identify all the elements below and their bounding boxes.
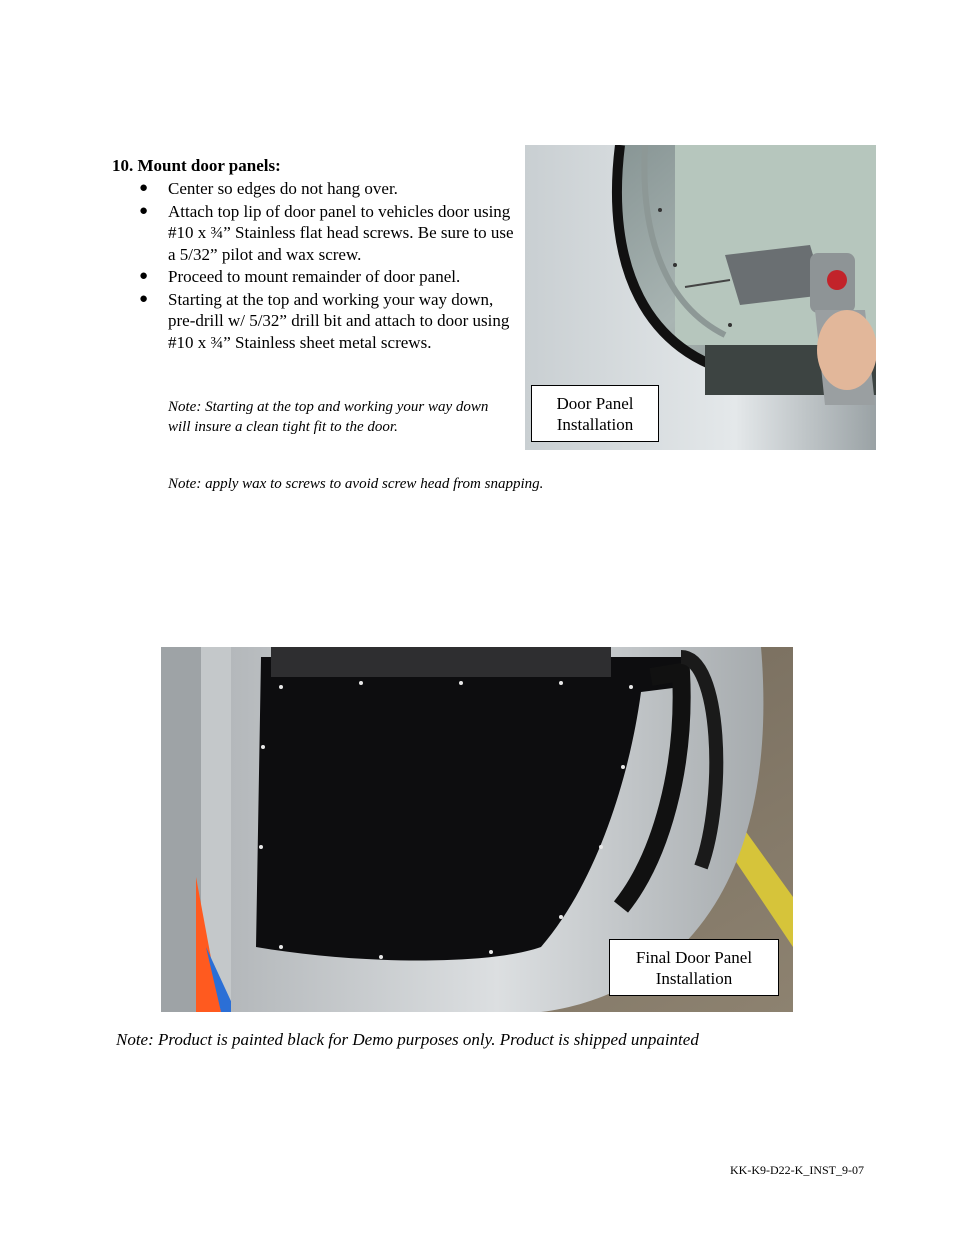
bullet-icon: ● [139, 268, 149, 284]
bullet-icon: ● [139, 180, 149, 196]
fit-note: Note: Starting at the top and working your way down will insure a clean tight fit to the door. [168, 399, 489, 435]
bullet-icon: ● [139, 290, 149, 307]
list-item: ● Center so edges do not hang over. [139, 179, 398, 198]
list-item: ● Attach top lip of door panel to vehicles door using #10 x ¾” Stainless flat head screws. Be sure to use a 5/32” pilot and wax screw. [139, 201, 514, 264]
list-item: ● Starting at the top and working your way down, pre-drill w/ 5/32” drill bit and attach to door using #10 x ¾” Stainless sheet metal screws. [139, 289, 510, 352]
wax-note: Note: apply wax to screws to avoid screw head from snapping. [168, 476, 544, 492]
final-door-panel-caption: Final Door Panel Installation [609, 939, 779, 996]
demo-paint-note: Note: Product is painted black for Demo purposes only. Product is shipped unpainted [116, 1030, 699, 1049]
bullet-icon: ● [139, 202, 149, 219]
door-panel-caption: Door Panel Installation [531, 385, 659, 442]
step-bullet-list [112, 178, 522, 354]
list-item: ● Proceed to mount remainder of door panel. [139, 267, 461, 286]
document-code: KK-K9-D22-K_INST_9-07 [730, 1163, 864, 1177]
step-heading: 10. Mount door panels: [112, 156, 281, 175]
